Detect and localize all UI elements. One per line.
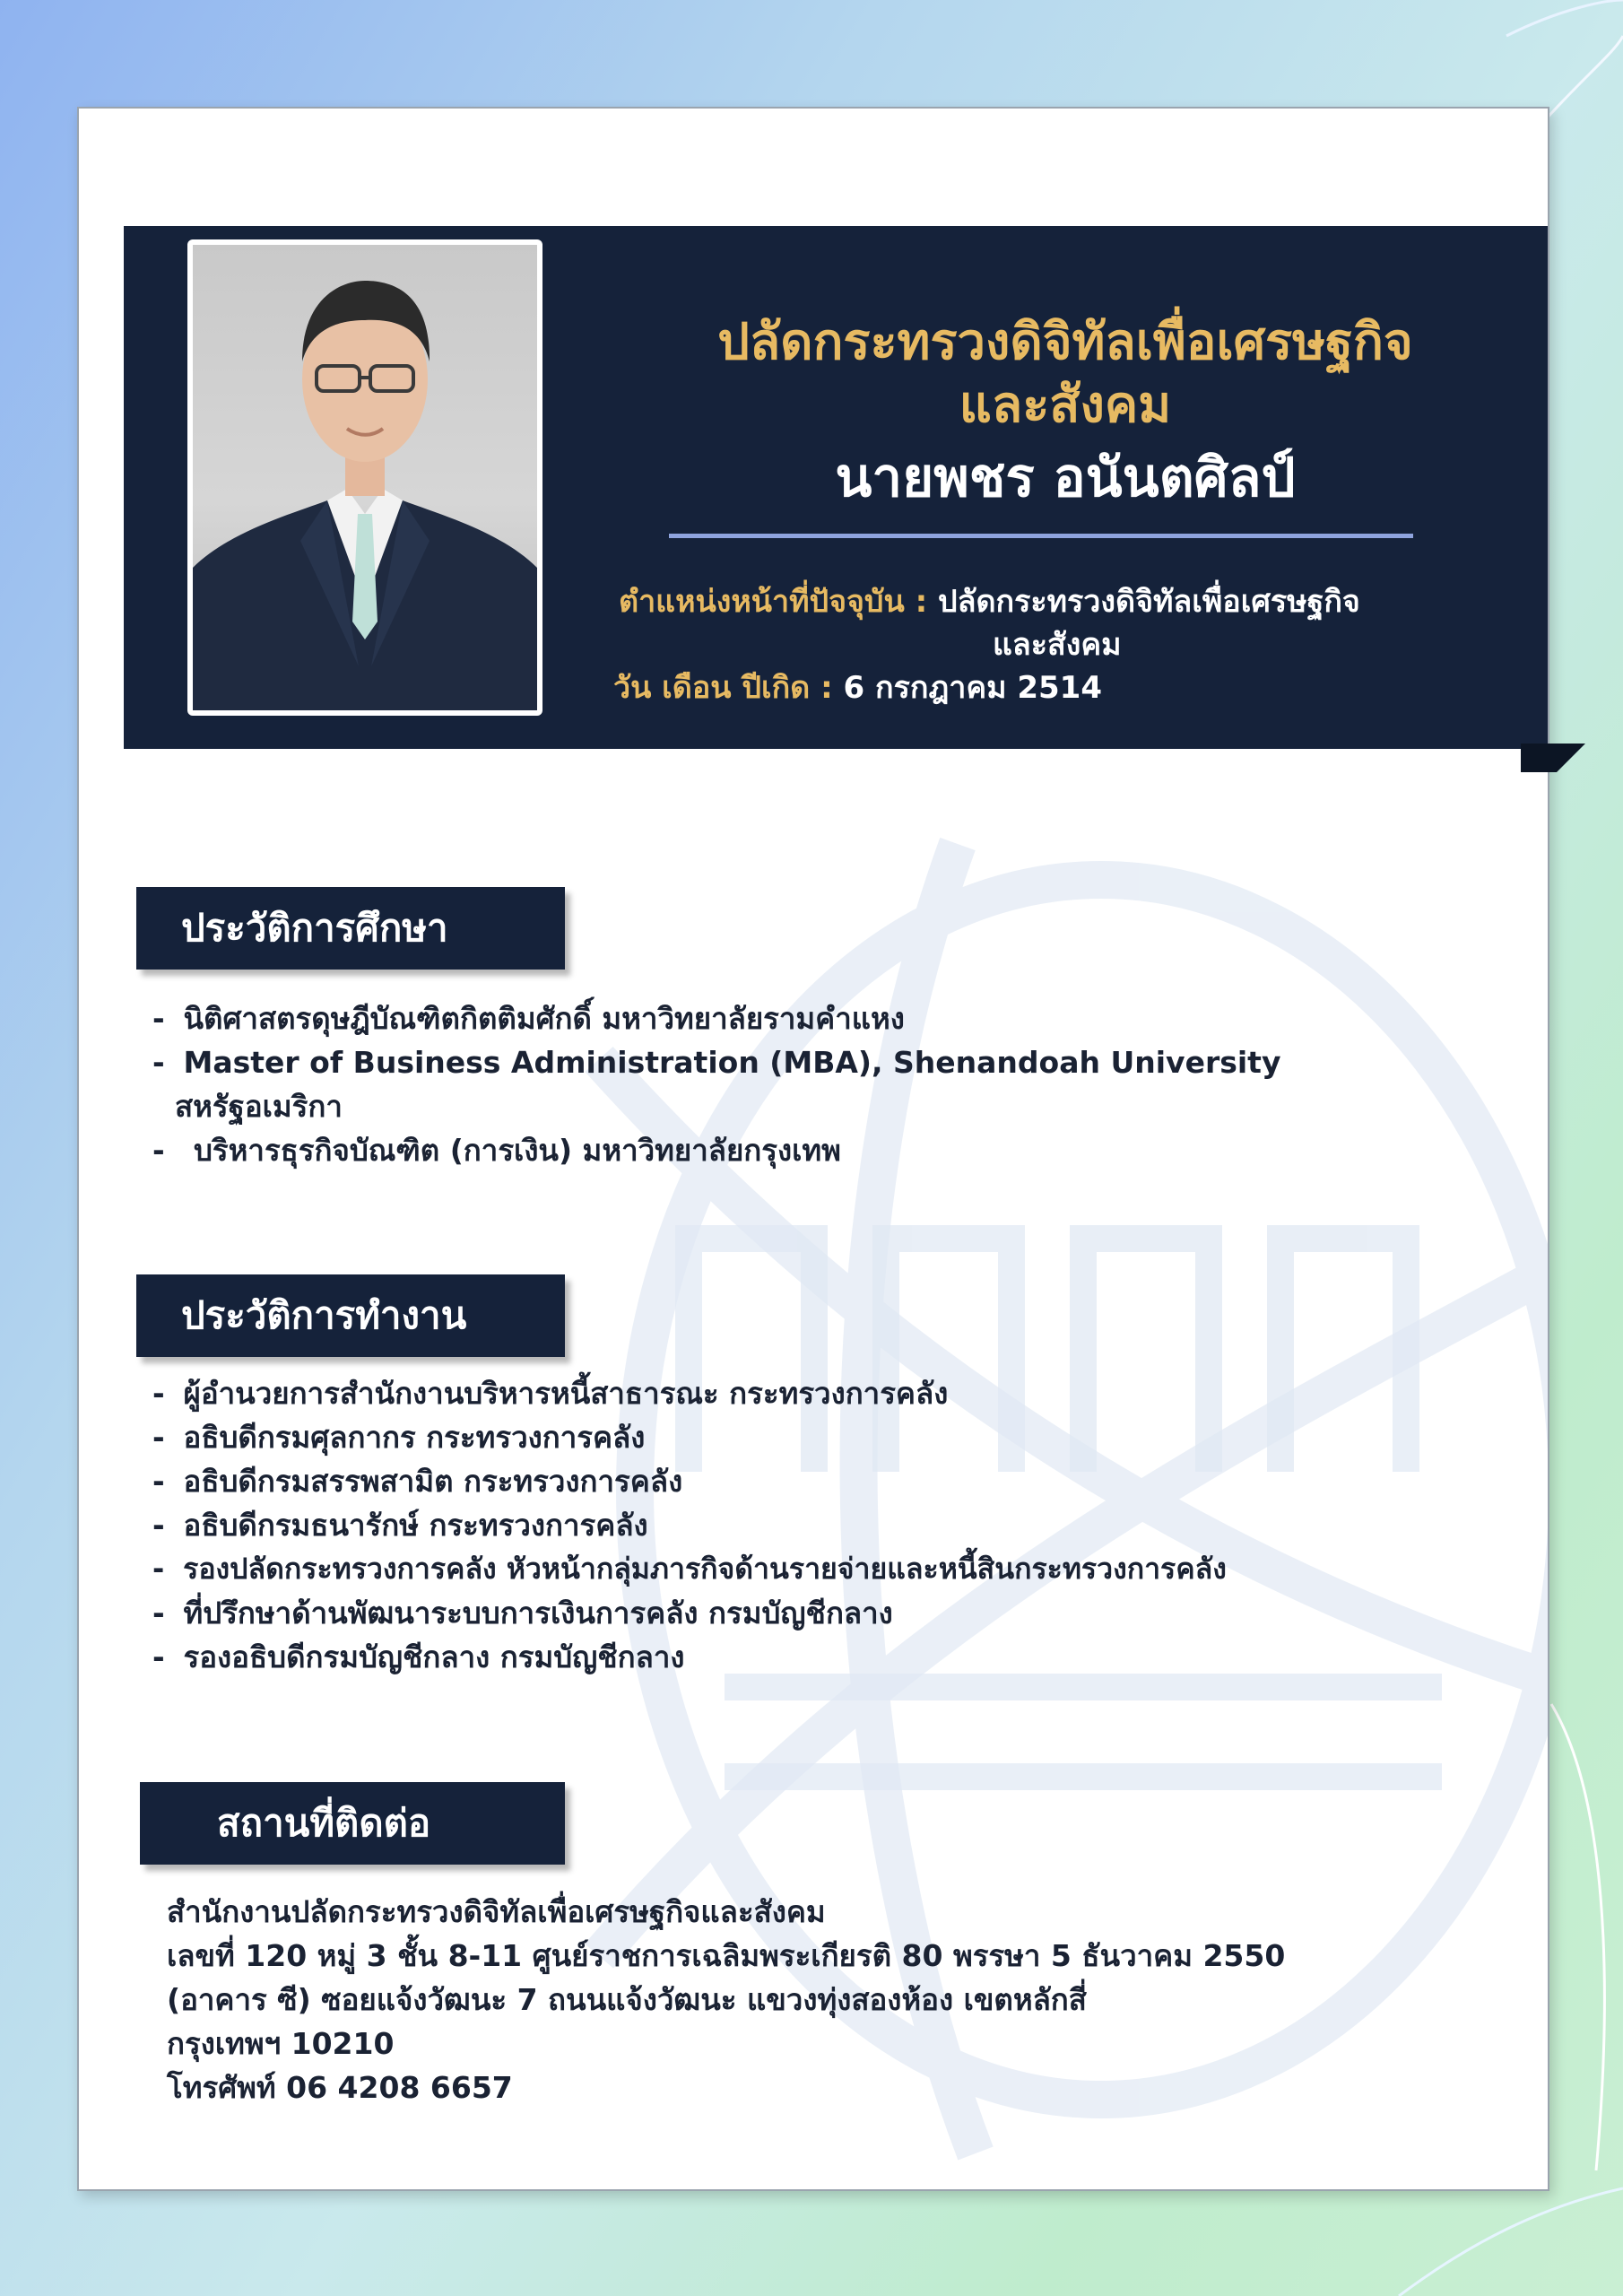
birth-value: 6 กรกฎาคม 2514 xyxy=(843,670,1102,706)
contact-heading xyxy=(140,1782,565,1865)
list-item-continuation: สหรัฐอเมริกา xyxy=(175,1089,343,1124)
position-label: ตำแหน่งหน้าที่ปัจจุบัน : xyxy=(619,584,928,620)
education-list xyxy=(152,996,1280,1172)
list-item: - อธิบดีกรมศุลกากร กระทรวงการคลัง xyxy=(152,1420,646,1455)
birth-label: วัน เดือน ปีเกิด : xyxy=(613,670,833,706)
person-name: นายพชร อนันตศิลป์ xyxy=(835,447,1296,509)
title-divider xyxy=(669,534,1413,538)
work-list xyxy=(152,1371,1227,1679)
position-value-line1: ปลัดกระทรวงดิจิทัลเพื่อเศรษฐกิจ xyxy=(938,584,1360,620)
list-item: - บริหารธุรกิจบัณฑิต (การเงิน) มหาวิทยาลัยกรุงเทพ xyxy=(152,1133,841,1168)
education-heading-text: ประวัติการศึกษา xyxy=(181,906,448,950)
header-band xyxy=(124,226,1549,749)
list-item: - ผู้อำนวยการสำนักงานบริหารหนี้สาธารณะ กระทรวงการคลัง xyxy=(152,1376,949,1411)
portrait-photo xyxy=(193,245,537,710)
list-item: - ที่ปรึกษาด้านพัฒนาระบบการเงินการคลัง กรมบัญชีกลาง xyxy=(152,1596,893,1631)
contact-heading-text: สถานที่ติดต่อ xyxy=(217,1801,431,1845)
education-heading xyxy=(136,887,565,970)
contact-line: สำนักงานปลัดกระทรวงดิจิทัลเพื่อเศรษฐกิจและสังคม xyxy=(167,1894,826,1929)
contact-address xyxy=(167,1890,1539,2109)
list-item: - นิติศาสตรดุษฎีบัณฑิตกิตติมศักดิ์ มหาวิทยาลัยรามคำแหง xyxy=(152,1001,905,1036)
position-value-line2: และสังคม xyxy=(993,627,1122,663)
header-fold-corner xyxy=(1521,744,1585,772)
position-title-line1: ปลัดกระทรวงดิจิทัลเพื่อเศรษฐกิจ xyxy=(717,313,1413,371)
list-item: - อธิบดีกรมสรรพสามิต กระทรวงการคลัง xyxy=(152,1464,683,1499)
contact-line: กรุงเทพฯ 10210 xyxy=(167,2026,395,2061)
list-item: - รองอธิบดีกรมบัญชีกลาง กรมบัญชีกลาง xyxy=(152,1639,685,1674)
contact-phone: โทรศัพท์ 06 4208 6657 xyxy=(167,2070,513,2105)
list-item: - รองปลัดกระทรวงการคลัง หัวหน้ากลุ่มภารกิจด้านรายจ่ายและหนี้สินกระทรวงการคลัง xyxy=(152,1552,1227,1586)
list-item: - Master of Business Administration (MBA), Shenandoah University xyxy=(152,1045,1281,1080)
profile-sheet xyxy=(77,107,1549,2191)
portrait-frame xyxy=(187,239,542,716)
work-heading xyxy=(136,1274,565,1357)
position-title-line2: และสังคม xyxy=(959,376,1172,434)
profile-meta xyxy=(613,580,1549,709)
contact-line: เลขที่ 120 หมู่ 3 ชั้น 8-11 ศูนย์ราชการเฉลิมพระเกียรติ 80 พรรษา 5 ธันวาคม 2550 xyxy=(167,1938,1286,1973)
list-item: - อธิบดีกรมธนารักษ์ กระทรวงการคลัง xyxy=(152,1508,648,1543)
work-heading-text: ประวัติการทำงาน xyxy=(181,1293,467,1337)
contact-line: (อาคาร ซี) ซอยแจ้งวัฒนะ 7 ถนนแจ้งวัฒนะ แขวงทุ่งสองห้อง เขตหลักสี่ xyxy=(167,1982,1087,2017)
title-block xyxy=(572,311,1549,514)
